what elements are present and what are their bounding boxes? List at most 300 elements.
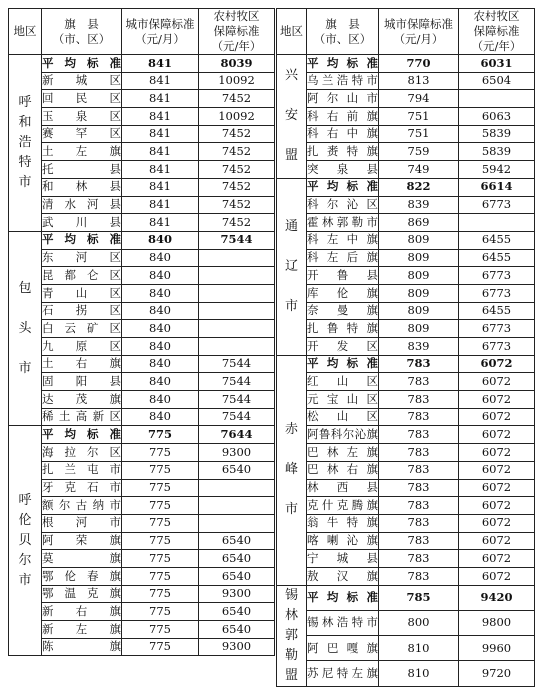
rural-standard: 9300	[199, 585, 275, 603]
rural-standard: 9300	[199, 638, 275, 656]
county-name: 喀喇沁旗	[307, 532, 379, 550]
table-row	[9, 603, 275, 621]
urban-standard: 751	[379, 108, 459, 126]
rural-standard: 6540	[199, 532, 275, 550]
rural-standard: 6540	[199, 550, 275, 568]
table-row	[9, 532, 275, 550]
table-row	[277, 338, 535, 356]
rural-standard: 6031	[459, 55, 535, 73]
table-row	[277, 408, 535, 426]
urban-standard: 783	[379, 391, 459, 409]
urban-standard: 783	[379, 444, 459, 462]
table-row	[9, 267, 275, 285]
rural-standard: 6072	[459, 514, 535, 532]
urban-standard: 840	[122, 284, 199, 302]
table-row	[277, 426, 535, 444]
urban-standard: 810	[379, 661, 459, 686]
rural-standard	[199, 497, 275, 515]
table-row	[9, 90, 275, 108]
rural-standard: 6455	[459, 302, 535, 320]
table-row	[9, 373, 275, 391]
county-name: 平均标准	[307, 178, 379, 196]
left-table-body	[9, 55, 275, 656]
county-name: 阿尔山市	[307, 90, 379, 108]
county-name: 青山区	[42, 284, 122, 302]
county-name: 阿荣旗	[42, 532, 122, 550]
header-rural	[459, 9, 535, 55]
county-name: 扎赉特旗	[307, 143, 379, 161]
table-row	[277, 72, 535, 90]
county-name: 土左旗	[42, 143, 122, 161]
rural-standard: 8039	[199, 55, 275, 73]
header-county	[42, 9, 122, 55]
urban-standard: 751	[379, 125, 459, 143]
right-table	[276, 8, 535, 687]
rural-standard	[459, 90, 535, 108]
table-row	[9, 108, 275, 126]
table-row	[9, 497, 275, 515]
table-row	[277, 161, 535, 179]
urban-standard: 775	[122, 550, 199, 568]
rural-standard: 7644	[199, 426, 275, 444]
header-county-text: 旗 县 （市、区）	[52, 16, 111, 46]
urban-standard: 783	[379, 373, 459, 391]
county-name: 九原区	[42, 338, 122, 356]
urban-standard: 783	[379, 497, 459, 515]
county-name: 巴林右旗	[307, 461, 379, 479]
county-name: 宁城县	[307, 550, 379, 568]
rural-standard	[199, 249, 275, 267]
average-row	[277, 585, 535, 610]
county-name: 额尔古纳市	[42, 497, 122, 515]
rural-standard: 9960	[459, 636, 535, 661]
county-name: 平均标准	[42, 231, 122, 249]
urban-standard: 783	[379, 461, 459, 479]
urban-standard: 840	[122, 267, 199, 285]
county-name: 开发区	[307, 338, 379, 356]
average-row	[277, 355, 535, 373]
table-row	[9, 143, 275, 161]
county-name: 平均标准	[307, 355, 379, 373]
rural-standard: 5839	[459, 125, 535, 143]
county-name: 扎鲁特旗	[307, 320, 379, 338]
county-name: 清水河县	[42, 196, 122, 214]
county-name: 和林县	[42, 178, 122, 196]
table-row	[9, 284, 275, 302]
rural-standard	[199, 479, 275, 497]
county-name: 科尔沁区	[307, 196, 379, 214]
region-name: 呼 伦 贝 尔 市	[18, 492, 32, 588]
urban-standard: 783	[379, 426, 459, 444]
county-name: 奈曼旗	[307, 302, 379, 320]
county-name: 武川县	[42, 214, 122, 232]
rural-standard: 7452	[199, 143, 275, 161]
average-row	[9, 231, 275, 249]
header-county-text: 旗 县 （市、区）	[313, 16, 372, 46]
table-row	[277, 320, 535, 338]
urban-standard: 840	[122, 249, 199, 267]
rural-standard: 7452	[199, 214, 275, 232]
urban-standard: 759	[379, 143, 459, 161]
rural-standard: 7452	[199, 161, 275, 179]
urban-standard: 841	[122, 72, 199, 90]
rural-standard	[199, 284, 275, 302]
region-cell	[277, 178, 307, 355]
county-name: 赛罕区	[42, 125, 122, 143]
table-row	[9, 72, 275, 90]
table-row	[277, 661, 535, 686]
urban-standard: 809	[379, 267, 459, 285]
county-name: 海拉尔区	[42, 444, 122, 462]
urban-standard: 810	[379, 636, 459, 661]
table-row	[277, 636, 535, 661]
county-name: 克什克腾旗	[307, 497, 379, 515]
table-row	[9, 550, 275, 568]
urban-standard: 775	[122, 479, 199, 497]
rural-standard: 6072	[459, 461, 535, 479]
rural-standard: 7544	[199, 408, 275, 426]
urban-standard: 841	[122, 108, 199, 126]
header-urban	[122, 9, 199, 55]
county-name: 新右旗	[42, 603, 122, 621]
rural-standard: 6773	[459, 320, 535, 338]
rural-standard: 6063	[459, 108, 535, 126]
table-row	[277, 550, 535, 568]
left-table	[8, 8, 275, 656]
county-name: 牙克石市	[42, 479, 122, 497]
rural-standard: 7452	[199, 196, 275, 214]
header-urban-text: 城市保障标准 （元/月）	[384, 16, 453, 46]
rural-standard: 6455	[459, 231, 535, 249]
region-name: 呼 和 浩 特 市	[18, 94, 32, 190]
urban-standard: 783	[379, 550, 459, 568]
table-row	[277, 514, 535, 532]
rural-standard: 7544	[199, 391, 275, 409]
table-row	[277, 196, 535, 214]
county-name: 科左中旗	[307, 231, 379, 249]
table-row	[277, 391, 535, 409]
urban-standard: 841	[122, 178, 199, 196]
urban-standard: 783	[379, 408, 459, 426]
rural-standard	[199, 302, 275, 320]
county-name: 白云矿区	[42, 320, 122, 338]
rural-standard: 7544	[199, 373, 275, 391]
rural-standard: 6072	[459, 550, 535, 568]
urban-standard: 841	[122, 125, 199, 143]
table-row	[277, 108, 535, 126]
region-name: 兴 安 盟	[284, 68, 298, 164]
urban-standard: 809	[379, 284, 459, 302]
region-name: 赤 峰 市	[284, 422, 298, 518]
table-row	[277, 461, 535, 479]
table-row	[277, 214, 535, 232]
county-name: 锡林浩特市	[307, 610, 379, 635]
county-name: 科右前旗	[307, 108, 379, 126]
county-name: 新左旗	[42, 621, 122, 639]
region-name: 包 头 市	[18, 280, 32, 376]
rural-standard: 6540	[199, 603, 275, 621]
table-row	[9, 514, 275, 532]
rural-standard: 6072	[459, 391, 535, 409]
table-row	[9, 214, 275, 232]
header-rural-text: 农村牧区 保障标准 （元/年）	[471, 9, 522, 53]
rural-standard: 10092	[199, 72, 275, 90]
rural-standard: 6072	[459, 567, 535, 585]
county-name: 巴林左旗	[307, 444, 379, 462]
region-cell	[277, 55, 307, 179]
urban-standard: 775	[122, 514, 199, 532]
table-row	[9, 249, 275, 267]
county-name: 突泉县	[307, 161, 379, 179]
urban-standard: 809	[379, 231, 459, 249]
urban-standard: 841	[122, 55, 199, 73]
average-row	[277, 178, 535, 196]
county-name: 阿鲁科尔沁旗	[307, 426, 379, 444]
urban-standard: 783	[379, 514, 459, 532]
county-name: 稀土高新区	[42, 408, 122, 426]
urban-standard: 841	[122, 90, 199, 108]
table-row	[9, 196, 275, 214]
county-name: 苏尼特左旗	[307, 661, 379, 686]
county-name: 玉泉区	[42, 108, 122, 126]
rural-standard	[199, 514, 275, 532]
urban-standard: 800	[379, 610, 459, 635]
table-row	[9, 479, 275, 497]
county-name: 库伦旗	[307, 284, 379, 302]
table-row	[9, 444, 275, 462]
urban-standard: 783	[379, 355, 459, 373]
right-table-body	[277, 55, 535, 687]
county-name: 平均标准	[42, 426, 122, 444]
table-row	[9, 408, 275, 426]
county-name: 翁牛特旗	[307, 514, 379, 532]
rural-standard: 10092	[199, 108, 275, 126]
urban-standard: 775	[122, 585, 199, 603]
rural-standard: 9300	[199, 444, 275, 462]
table-row	[277, 249, 535, 267]
county-name: 科左后旗	[307, 249, 379, 267]
urban-standard: 809	[379, 320, 459, 338]
rural-standard: 5942	[459, 161, 535, 179]
county-name: 新城区	[42, 72, 122, 90]
county-name: 东河区	[42, 249, 122, 267]
county-name: 乌兰浩特市	[307, 72, 379, 90]
urban-standard: 775	[122, 532, 199, 550]
urban-standard: 840	[122, 338, 199, 356]
urban-standard: 841	[122, 214, 199, 232]
table-row	[9, 338, 275, 356]
table-row	[277, 125, 535, 143]
table-row	[9, 302, 275, 320]
table-row	[277, 231, 535, 249]
county-name: 开鲁县	[307, 267, 379, 285]
urban-standard: 775	[122, 497, 199, 515]
table-row	[277, 267, 535, 285]
table-row	[9, 125, 275, 143]
rural-standard	[199, 338, 275, 356]
region-name: 锡 林 郭 勒 盟	[284, 587, 298, 683]
header-rural-text: 农村牧区 保障标准 （元/年）	[211, 9, 262, 53]
urban-standard: 775	[122, 621, 199, 639]
county-name: 平均标准	[307, 55, 379, 73]
header-region: 地区	[9, 9, 42, 55]
county-name: 霍林郭勒市	[307, 214, 379, 232]
rural-standard	[199, 267, 275, 285]
rural-standard: 6540	[199, 567, 275, 585]
county-name: 回民区	[42, 90, 122, 108]
urban-standard: 839	[379, 338, 459, 356]
urban-standard: 783	[379, 479, 459, 497]
county-name: 松山区	[307, 408, 379, 426]
urban-standard: 770	[379, 55, 459, 73]
urban-standard: 785	[379, 585, 459, 610]
table-row	[277, 143, 535, 161]
rural-standard: 6072	[459, 408, 535, 426]
urban-standard: 775	[122, 461, 199, 479]
urban-standard: 775	[122, 567, 199, 585]
county-name: 鄂伦春旗	[42, 567, 122, 585]
county-name: 元宝山区	[307, 391, 379, 409]
rural-standard: 7544	[199, 355, 275, 373]
rural-standard: 6072	[459, 444, 535, 462]
table-row	[277, 302, 535, 320]
county-name: 敖汉旗	[307, 567, 379, 585]
urban-standard: 794	[379, 90, 459, 108]
header-urban	[379, 9, 459, 55]
urban-standard: 783	[379, 532, 459, 550]
rural-standard: 7452	[199, 178, 275, 196]
urban-standard: 840	[122, 408, 199, 426]
table-row	[277, 610, 535, 635]
urban-standard: 840	[122, 320, 199, 338]
table-row	[9, 320, 275, 338]
region-cell	[277, 355, 307, 585]
urban-standard: 841	[122, 161, 199, 179]
table-row	[277, 497, 535, 515]
header-county	[307, 9, 379, 55]
table-row	[277, 567, 535, 585]
urban-standard: 840	[122, 231, 199, 249]
header-urban-text: 城市保障标准 （元/月）	[125, 16, 195, 46]
region-cell	[9, 55, 42, 232]
county-name: 平均标准	[307, 585, 379, 610]
county-name: 石拐区	[42, 302, 122, 320]
rural-standard: 6614	[459, 178, 535, 196]
table-row	[277, 479, 535, 497]
urban-standard: 809	[379, 249, 459, 267]
rural-standard: 6072	[459, 373, 535, 391]
table-row	[9, 391, 275, 409]
table-row	[277, 373, 535, 391]
table-row	[9, 585, 275, 603]
urban-standard: 775	[122, 603, 199, 621]
county-name: 林西县	[307, 479, 379, 497]
urban-standard: 775	[122, 444, 199, 462]
rural-standard: 6072	[459, 532, 535, 550]
county-name: 扎兰屯市	[42, 461, 122, 479]
urban-standard: 869	[379, 214, 459, 232]
table-row	[9, 461, 275, 479]
rural-standard: 6504	[459, 72, 535, 90]
urban-standard: 840	[122, 302, 199, 320]
rural-standard: 6072	[459, 479, 535, 497]
rural-standard: 6773	[459, 196, 535, 214]
rural-standard: 9720	[459, 661, 535, 686]
county-name: 红山区	[307, 373, 379, 391]
rural-standard: 6072	[459, 426, 535, 444]
table-row	[9, 567, 275, 585]
county-name: 鄂温克旗	[42, 585, 122, 603]
rural-standard: 7544	[199, 231, 275, 249]
rural-standard: 7452	[199, 90, 275, 108]
average-row	[9, 426, 275, 444]
county-name: 科右中旗	[307, 125, 379, 143]
urban-standard: 840	[122, 355, 199, 373]
average-row	[9, 55, 275, 73]
region-cell	[9, 231, 42, 426]
table-row	[277, 532, 535, 550]
urban-standard: 839	[379, 196, 459, 214]
region-cell	[277, 585, 307, 686]
rural-standard: 9800	[459, 610, 535, 635]
rural-standard: 6455	[459, 249, 535, 267]
region-name: 通 辽 市	[284, 218, 298, 314]
average-row	[277, 55, 535, 73]
rural-standard: 9420	[459, 585, 535, 610]
rural-standard: 6773	[459, 267, 535, 285]
table-row	[277, 444, 535, 462]
table-row	[9, 621, 275, 639]
urban-standard: 783	[379, 567, 459, 585]
county-name: 土右旗	[42, 355, 122, 373]
urban-standard: 841	[122, 196, 199, 214]
county-name: 托县	[42, 161, 122, 179]
table-row	[9, 638, 275, 656]
rural-standard: 6540	[199, 621, 275, 639]
county-name: 达茂旗	[42, 391, 122, 409]
urban-standard: 775	[122, 426, 199, 444]
header-row	[9, 9, 275, 55]
urban-standard: 775	[122, 638, 199, 656]
county-name: 阿巴嘎旗	[307, 636, 379, 661]
county-name: 莫旗	[42, 550, 122, 568]
county-name: 固阳县	[42, 373, 122, 391]
table-row	[9, 178, 275, 196]
county-name: 昆都仑区	[42, 267, 122, 285]
county-name: 陈旗	[42, 638, 122, 656]
rural-standard	[459, 214, 535, 232]
urban-standard: 840	[122, 373, 199, 391]
table-row	[277, 284, 535, 302]
rural-standard: 6773	[459, 284, 535, 302]
urban-standard: 841	[122, 143, 199, 161]
table-row	[9, 355, 275, 373]
county-name: 根河市	[42, 514, 122, 532]
header-rural	[199, 9, 275, 55]
urban-standard: 809	[379, 302, 459, 320]
rural-standard: 6072	[459, 497, 535, 515]
table-row	[9, 161, 275, 179]
urban-standard: 749	[379, 161, 459, 179]
urban-standard: 840	[122, 391, 199, 409]
header-region: 地区	[277, 9, 307, 55]
urban-standard: 822	[379, 178, 459, 196]
rural-standard: 6540	[199, 461, 275, 479]
table-row	[277, 90, 535, 108]
rural-standard: 7452	[199, 125, 275, 143]
header-row	[277, 9, 535, 55]
rural-standard: 5839	[459, 143, 535, 161]
